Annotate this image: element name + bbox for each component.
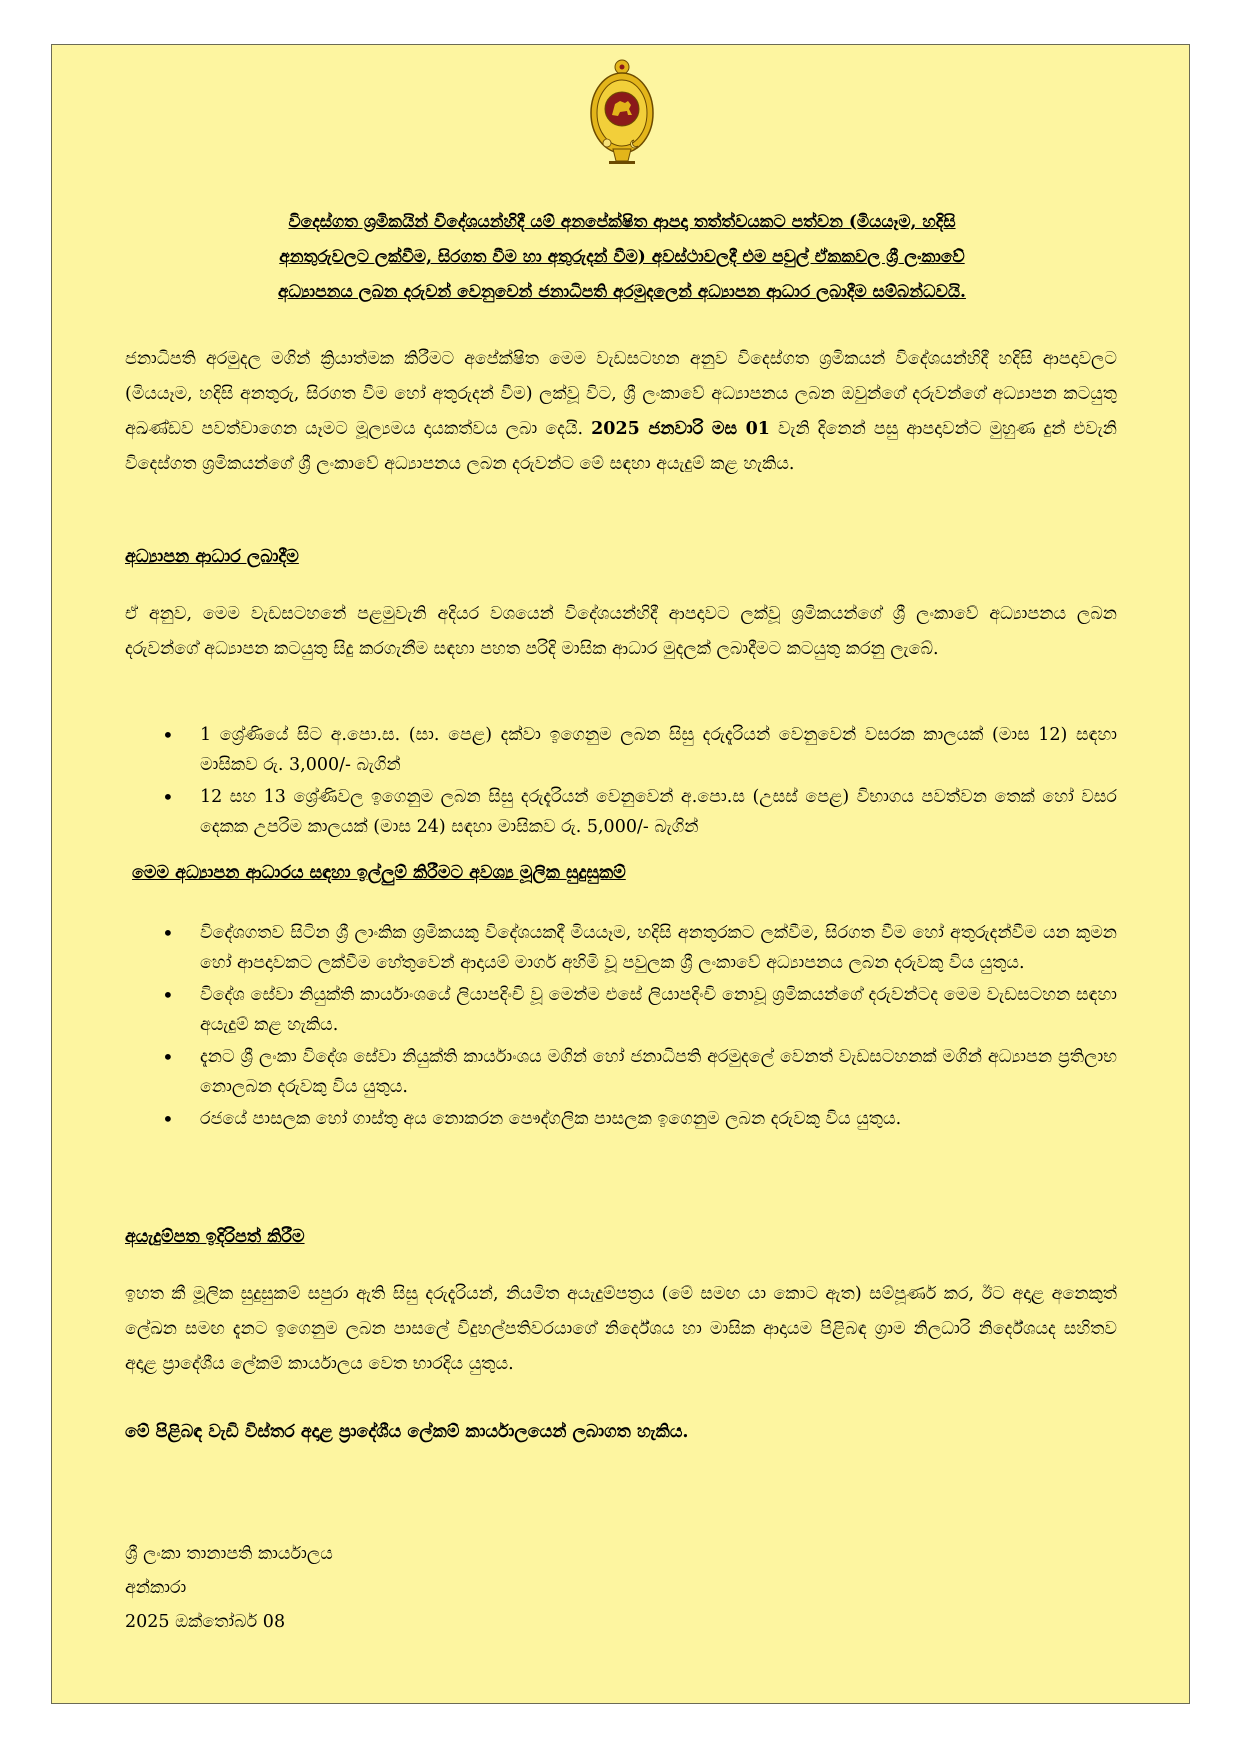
list-item: • විදේශ සේවා නියුක්ති කාර්යාංශයේ ලියාපදිංචි වූ මෙන්ම එසේ ලියාපදිංචි නොවූ ශ්‍රමිකයන්ගේ දරුවන්ටද මෙම වැඩසටහන සඳහා අයැදුම් කළ හැකිය. [125, 980, 1117, 1040]
bullet-icon: • [162, 1045, 174, 1069]
intro-text-2: වැනි දිනෙන් පසු ආපදාවන්ට මුහුණ දුන් එවැනි විදෙස්ගත ශ්‍රමිකයන්ගේ ශ්‍රී ලංකාවේ අධ්‍යාපනය ලබන දරුවන්ට මේ සඳහා අයැදුම් කළ හැකිය. [125, 419, 1117, 474]
qualifications-list [125, 918, 1117, 1136]
list-item: • රජයේ පාසලක හෝ ගාස්තු අය නොකරන පෞද්ගලික පාසලක ඉගෙනුම ලබන දරුවකු විය යුතුය. [125, 1104, 1117, 1134]
bullet-icon: • [162, 785, 174, 809]
signature-city: අන්කාරා [125, 1578, 187, 1598]
education-aid-paragraph: ඒ අනුව, මෙම වැඩසටහනේ පළමුවැනි අදියර වශයෙන් විදේශයන්හිදී ආපදාවට ලක්වූ ශ්‍රමිකයන්ගේ ශ්‍රී ලංකාවේ අධ්‍යාපනය ලබන දරුවන්ගේ අධ්‍යාපන කටයුතු සිදු කරගැනීම සඳහා පහත පරිදි මාසික ආධාර මුදලක් ලබාදීමට කටයුතු කරනු ලැබේ. [125, 604, 1117, 659]
signature-date: 2025 ඔක්තෝබර් 08 [125, 1612, 286, 1632]
title-line-1: විදෙස්ගත ශ්‍රමිකයින් විදේශයන්හිදී යම් අනපේක්ෂිත ආපදා තත්ත්වයකට පත්වන (මියයෑම, හදිසි [288, 212, 956, 232]
section-heading-education-aid: අධ්‍යාපන ආධාර ලබාදීම [125, 547, 299, 567]
list-item: • 1 ශ්‍රේණියේ සිට අ.පො.ස. (සා. පෙළ) දක්වා ඉගෙනුම ලබන සිසු දරුදැරියන් වෙනුවෙන් වසරක කාලයක් (මාස 12) සඳහා මාසිකව රු. 3,000/- බැගින් [125, 720, 1117, 780]
bullet-icon: • [162, 983, 174, 1007]
title-line-2: අනතුරුවලට ලක්වීම, සිරගත වීම හා අතුරුදන් වීම) අවස්ථාවලදී එම පවුල් ඒකකවල ශ්‍රී ලංකාවේ [279, 247, 965, 267]
bullet-icon: • [162, 723, 174, 747]
sri-lanka-emblem-icon [587, 57, 657, 165]
title-line-3: අධ්‍යාපනය ලබන දරුවන් වෙනුවෙන් ජනාධිපති අරමුදලෙන් අධ්‍යාපන ආධාර ලබාදීම සම්බන්ධවයි. [278, 282, 966, 302]
list-item: • 12 සහ 13 ශ්‍රේණිවල ඉගෙනුම ලබන සිසු දරුදැරියන් වෙනුවෙන් අ.පො.ස (උසස් පෙළ) විභාගය පවත්වන තෙක් හෝ වසර දෙකක උපරිම කාලයක් (මාස 24) සඳහා මාසිකව රු. 5,000/- බැගින් [125, 782, 1117, 842]
list-item: • විදේශගතව සිටින ශ්‍රී ලාංකික ශ්‍රමිකයකු විදේශයකදී මියයෑම, හදිසි අනතුරකට ලක්වීම, සිරගත වීම හෝ අතුරුදන්වීම යන කුමන හෝ ආපදාවකට ලක්වීම හේතුවෙන් ආදායම් මාර්ග අහිමි වූ පවුලක ශ්‍රී ලංකාවේ අධ්‍යාපනය ලබන දරුවකු විය යුතුය. [125, 918, 1117, 978]
bullet-icon: • [162, 1107, 174, 1131]
aid-amount-list [125, 720, 1117, 844]
section-heading-submission: අයැදුම්පත ඉදිරිපත් කිරීම [125, 1227, 305, 1247]
signature-office: ශ්‍රී ලංකා තානාපති කාර්යාලය [125, 1544, 333, 1564]
bullet-icon: • [162, 921, 174, 945]
intro-paragraph [125, 342, 1117, 482]
list-item: • දැනට ශ්‍රී ලංකා විදේශ සේවා නියුක්ති කාර්යාංශය මගින් හෝ ජනාධිපති අරමුදලේ වෙනත් වැඩසටහනක් මගින් අධ්‍යාපන ප්‍රතිලාභ නොලබන දරුවකු විය යුතුය. [125, 1042, 1117, 1102]
document-title [142, 205, 1102, 310]
document-page [51, 44, 1190, 1704]
intro-date: 2025 ජනවාරි මස 01 [591, 419, 770, 439]
intro-text-1: ජනාධිපති අරමුදල මගින් ක්‍රියාත්මක කිරීමට අපේක්ෂිත මෙම වැඩසටහන අනුව විදෙස්ගත ශ්‍රමිකයන් විදේශයන්හිදී හදිසි ආපදාවලට (මියයෑම, හදිසි අනතුරු, සිරගත වීම හෝ අතුරුදන් වීම) ලක්වූ විට, ශ්‍රී ලංකාවේ අධ්‍යාපනය ලබන ඔවුන්ගේ දරුවන්ගේ අධ්‍යාපන කටයුතු අඛණ්ඩව පවත්වාගෙන යෑමට මූල්‍යමය දායකත්වය ලබා දෙයි. [125, 349, 1117, 439]
signature-block [125, 1537, 333, 1639]
section-heading-qualifications: මෙම අධ්‍යාපන ආධාරය සඳහා ඉල්ලුම් කිරීමට අවශ්‍ය මූලික සුදුසුකම් [132, 863, 626, 883]
further-info-note: මේ පිළිබඳ වැඩි විස්තර අදාළ ප්‍රාදේශීය ලේකම් කාර්යාලයෙන් ලබාගත හැකිය. [125, 1422, 689, 1442]
submission-paragraph: ඉහත කී මූලික සුදුසුකම් සපුරා ඇති සිසු දරුදැරියන්, නියමිත අයැදුම්පත්‍රය (මේ සමඟ යා කොට ඇත) සම්පූර්ණ කර, ඊට අදාළ අනෙකුත් ලේඛන සමඟ දැනට ඉගෙනුම ලබන පාසලේ විදුහල්පතිවරයාගේ නිර්දේශය හා මාසික ආදායම පිළිබඳ ග්‍රාම නිලධාරි නිර්දේශයද සහිතව අදාළ ප්‍රාදේශීය ලේකම් කාර්යාලය වෙත භාරදිය යුතුය. [125, 1284, 1117, 1374]
